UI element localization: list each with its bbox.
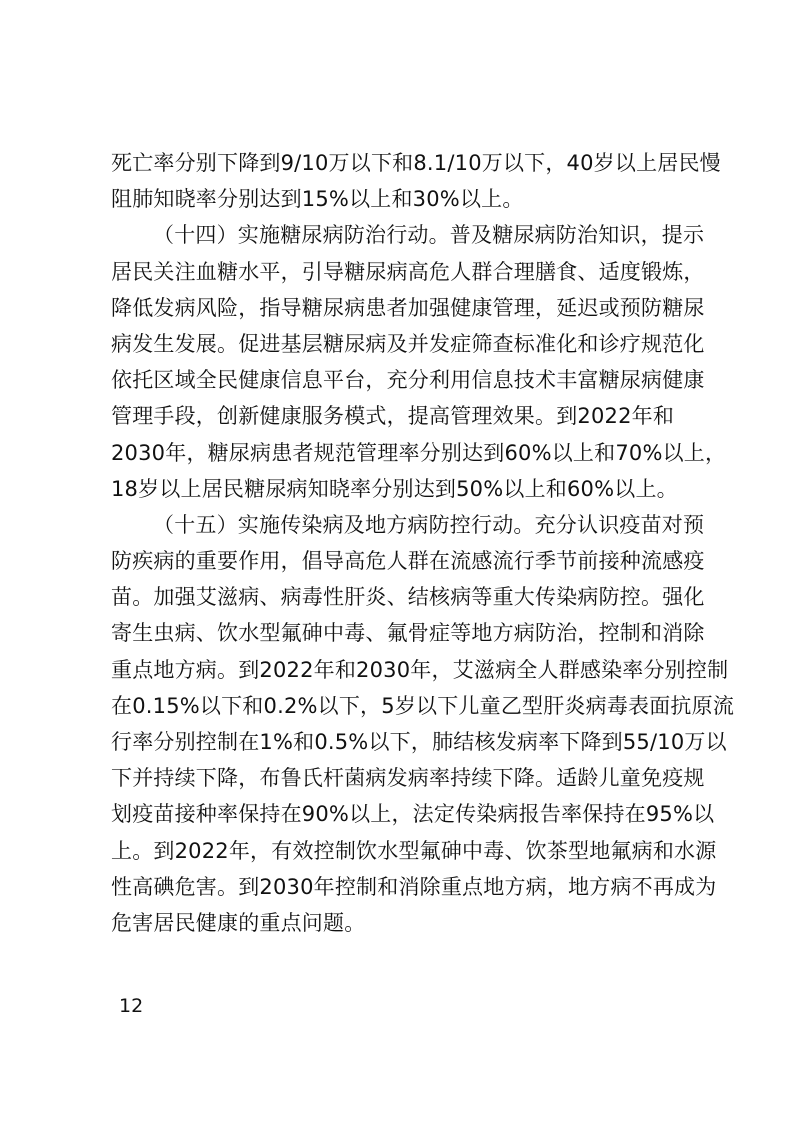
text-line: 居民关注血糖水平，引导糖尿病高危人群合理膳食、适度锻炼， [111,259,705,284]
text-line: 寄生虫病、饮水型氟砷中毒、氟骨症等地方病防治，控制和消除 [111,621,705,646]
text-line: 依托区域全民健康信息平台，充分利用信息技术丰富糖尿病健康 [111,368,705,393]
paragraph-start-line: （十四）实施糖尿病防治行动。普及糖尿病防治知识，提示 [153,223,705,248]
text-line: 阻肺知晓率分别达到15%以上和30%以上。 [111,187,524,212]
text-line: 行率分别控制在1%和0.5%以下，肺结核发病率下降到55/10万以 [111,730,727,754]
text-line: 在0.15%以下和0.2%以下，5岁以下儿童乙型肝炎病毒表面抗原流 [111,693,735,718]
text-line: 死亡率分别下降到9/10万以下和8.1/10万以下，40岁以上居民慢 [111,151,721,175]
text-line: 病发生发展。促进基层糖尿病及并发症筛查标准化和诊疗规范化 [111,331,705,356]
text-line: 降低发病风险，指导糖尿病患者加强健康管理，延迟或预防糖尿 [111,295,705,320]
text-line: 危害居民健康的重点问题。 [111,910,366,935]
text-line: 重点地方病。到2022年和2030年，艾滋病全人群感染率分别控制 [111,657,729,682]
text-line: 上。到2022年，有效控制饮水型氟砷中毒、饮茶型地氟病和水源 [111,838,717,863]
paragraph-start-line: （十五）实施传染病及地方病防控行动。充分认识疫苗对预 [153,512,705,537]
text-line: 防疾病的重要作用，倡导高危人群在流感流行季节前接种流感疫 [111,549,705,574]
text-line: 划疫苗接种率保持在90%以上，法定传染病报告率保持在95%以 [111,802,715,827]
text-line: 2030年，糖尿病患者规范管理率分别达到60%以上和70%以上， [111,440,727,465]
text-line: 性高碘危害。到2030年控制和消除重点地方病，地方病不再成为 [111,874,717,899]
text-line: 苗。加强艾滋病、病毒性肝炎、结核病等重大传染病防控。强化 [111,585,705,610]
text-line: 管理手段，创新健康服务模式，提高管理效果。到2022年和 [111,404,675,429]
text-line: 下并持续下降，布鲁氏杆菌病发病率持续下降。适龄儿童免疫规 [111,766,705,791]
text-line: 18岁以上居民糖尿病知晓率分别达到50%以上和60%以上。 [111,476,678,501]
page-number: 12 [119,995,144,1017]
body-text [111,145,735,941]
